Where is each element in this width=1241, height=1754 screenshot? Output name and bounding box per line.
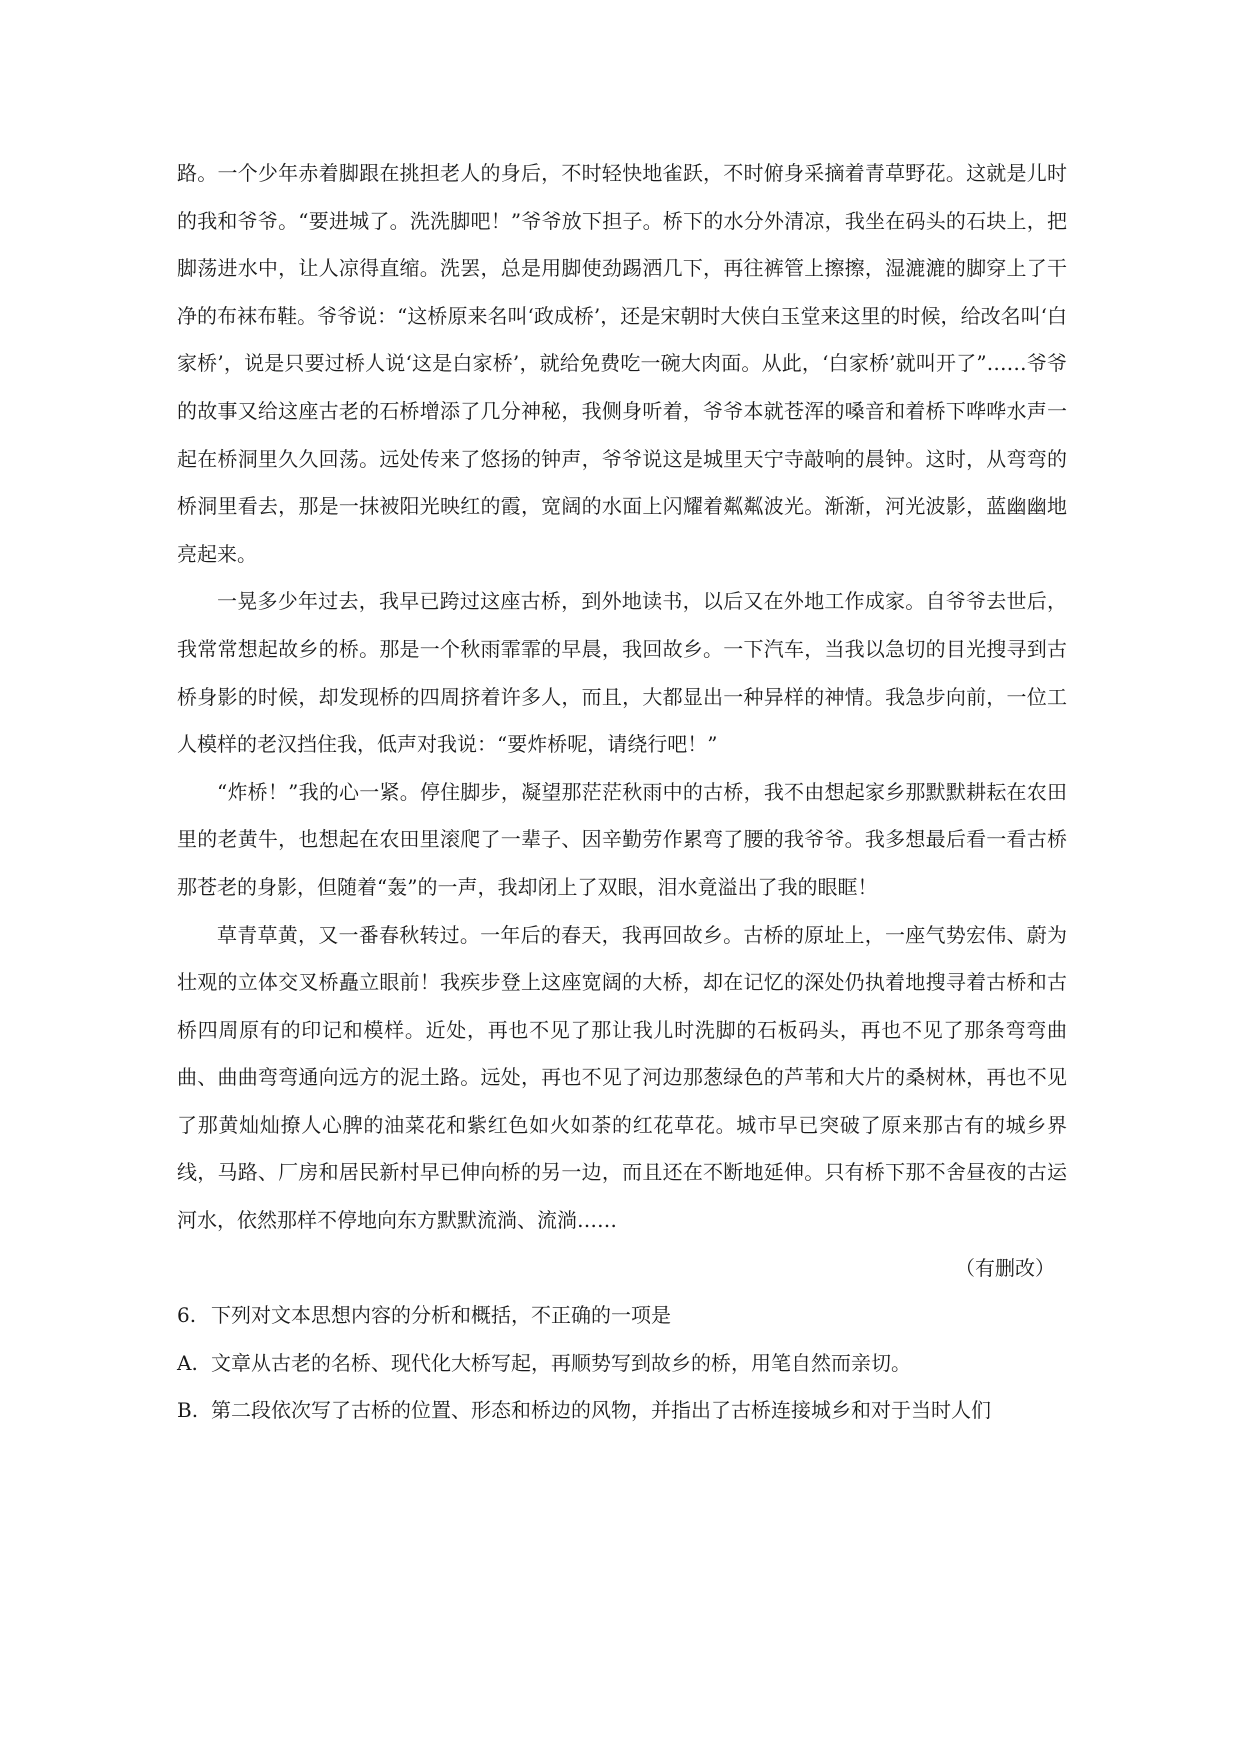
paragraph-3: “炸桥！”我的心一紧。停住脚步，凝望那茫茫秋雨中的古桥，我不由想起家乡那默默耕耘在农田里的老黄牛，也想起在农田里滚爬了一辈子、因辛勤劳作累弯了腰的我爷爷。我多想最后看一看古桥那苍老的身影，但随着“轰”的一声，我却闭上了双眼，泪水竟溢出了我的眼眶！ — [177, 779, 1067, 899]
question-text: 下列对文本思想内容的分析和概括，不正确的一项是 — [211, 1303, 671, 1328]
paragraph-4: 草青草黄，又一番春秋转过。一年后的春天，我再回故乡。古桥的原址上，一座气势宏伟、蔚为壮观的立体交叉桥矗立眼前！我疾步登上这座宽阔的大桥，却在记忆的深处仍执着地搜寻着古桥和古桥四周原有的印记和模样。近处，再也不见了那让我儿时洗脚的石板码头，再也不见了那条弯弯曲曲、曲曲弯弯通向远方的泥土路。远处，再也不见了河边那葱绿色的芦苇和大片的桑树林，再也不见了那黄灿灿撩人心脾的油菜花和紫红色如火如荼的红花草花。城市早已突破了原来那古有的城乡界线，马路、厂房和居民新村早已伸向桥的另一边，而且还在不断地延伸。只有桥下那不舍昼夜的古运河水，依然那样不停地向东方默默流淌、流淌…… — [177, 922, 1067, 1233]
source-note: （有删改） — [955, 1255, 1055, 1280]
option-text: 文章从古老的名桥、现代化大桥写起，再顺势写到故乡的桥，用笔自然而亲切。 — [211, 1350, 911, 1375]
option-b — [177, 1387, 1067, 1435]
question-stem — [177, 1292, 1067, 1340]
question-number: 6. — [177, 1303, 197, 1328]
paragraph-2: 一晃多少年过去，我早已跨过这座古桥，到外地读书，以后又在外地工作成家。自爷爷去世后，我常常想起故乡的桥。那是一个秋雨霏霏的早晨，我回故乡。一下汽车，当我以急切的目光搜寻到古桥身影的时候，却发现桥的四周挤着许多人，而且，大都显出一种异样的神情。我急步向前，一位工人模样的老汉挡住我，低声对我说：“要炸桥呢，请绕行吧！” — [177, 589, 1067, 757]
option-label: B. — [177, 1398, 199, 1423]
text-body — [177, 150, 1067, 1435]
paragraph-1: 路。一个少年赤着脚跟在挑担老人的身后，不时轻快地雀跃，不时俯身采摘着青草野花。这就是儿时的我和爷爷。“要进城了。洗洗脚吧！”爷爷放下担子。桥下的水分外清凉，我坐在码头的石块上，把脚荡进水中，让人凉得直缩。洗罢，总是用脚使劲踢洒几下，再往裤管上擦擦，湿漉漉的脚穿上了干净的布袜布鞋。爷爷说：“这桥原来名叫‘政成桥’，还是宋朝时大侠白玉堂来这里的时候，给改名叫‘白家桥’，说是只要过桥人说‘这是白家桥’，就给免费吃一碗大肉面。从此，‘白家桥’就叫开了”……爷爷的故事又给这座古老的石桥增添了几分神秘，我侧身听着，爷爷本就苍浑的嗓音和着桥下哗哗水声一起在桥洞里久久回荡。远处传来了悠扬的钟声，爷爷说这是城里天宁寺敲响的晨钟。这时，从弯弯的桥洞里看去，那是一抹被阳光映红的霞，宽阔的水面上闪耀着粼粼波光。渐渐，河光波影，蓝幽幽地亮起来。 — [177, 161, 1067, 566]
option-a — [177, 1340, 1067, 1388]
option-text: 第二段依次写了古桥的位置、形态和桥边的风物，并指出了古桥连接城乡和对于当时人们 — [211, 1398, 991, 1423]
option-label: A. — [177, 1350, 198, 1375]
